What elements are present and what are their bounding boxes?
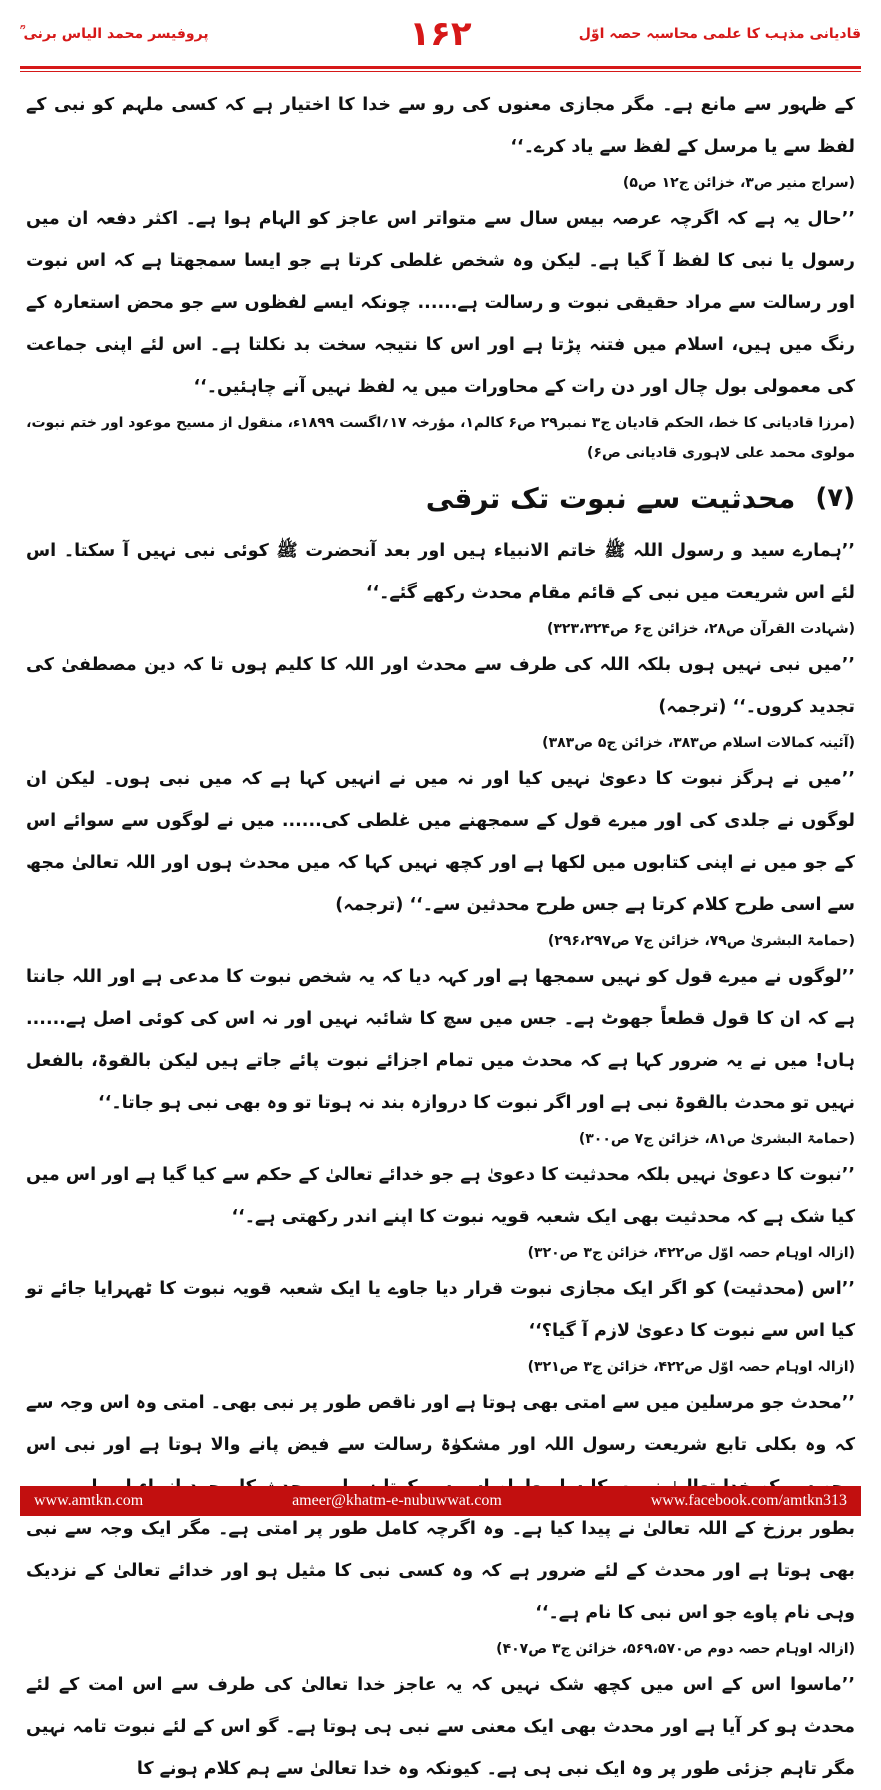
quote-paragraph: ’’لوگوں نے میرے قول کو نہیں سمجھا ہے اور کہہ دیا کہ یہ شخص نبوت کا مدعی ہے اور اللہ جانتا ہے کہ ان کا قول قطعاً جھوٹ ہے۔ جس میں سچ کا شائبہ نہیں اور نہ اس کی کوئی اصل ہے...... ہاں! میں نے یہ ضرور کہا ہے کہ محدث میں تمام اجزائے نبوت پائے جاتے ہیں لیکن بالقوۃ، بالفعل نہیں تو محدث بالقوۃ نبی ہے اور اگر نبوت کا دروازہ بند نہ ہوتا تو وہ بھی نبی ہو جاتا۔‘‘ [26,967,855,1113]
page-number: ۱۶۲ [409,14,472,54]
citation: (شہادت القرآن ص۲۸، خزائن ج۶ ص۳۲۳،۳۲۴) [546,621,855,637]
footer-email-link[interactable]: ameer@khatm-e-nubuwwat.com [292,1492,502,1509]
section-heading [26,470,855,526]
citation: (حمامۃ البشریٰ ص۷۹، خزائن ج۷ ص۲۹۶،۲۹۷) [547,933,855,949]
citation: (آئینہ کمالات اسلام ص۳۸۳، خزائن ج۵ ص۳۸۳) [542,735,855,751]
section-title: محدثیت سے نبوت تک ترقی [425,481,796,515]
header-rule [20,66,861,72]
citation: (مرزا قادیانی کا خط، الحکم قادیان ج۳ نمبر۲۹ ص۶ کالم۱، مؤرخہ ۱۷؍اگست ۱۸۹۹ء، منقول از مسیح موعود اور ختم نبوت، مولوی محمد علی لاہوری قادیانی ص۶) [26,415,855,461]
citation: (حمامۃ البشریٰ ص۸۱، خزائن ج۷ ص۳۰۰) [578,1131,855,1147]
author-name: پروفیسر محمد الیاس برنی ؒ [20,26,209,42]
quote-paragraph: ’’میں نبی نہیں ہوں بلکہ اللہ کی طرف سے محدث اور اللہ کا کلیم ہوں تا کہ دین مصطفیٰ کی تجدید کروں۔‘‘ (ترجمہ) [26,655,855,717]
footer-website-link[interactable]: www.amtkn.com [34,1492,144,1509]
footer-facebook-link[interactable]: www.facebook.com/amtkn313 [650,1492,847,1509]
citation: (ازالہ اوہام حصہ دوم ص۵۶۹،۵۷۰، خزائن ج۳ ص۴۰۷) [496,1641,855,1657]
quote-paragraph: ’’اس (محدثیت) کو اگر ایک مجازی نبوت قرار دیا جاوے یا ایک شعبہ قویہ نبوت کا ٹھہرایا جائے تو کیا اس سے نبوت کا دعویٰ لازم آ گیا؟‘‘ [26,1279,855,1341]
quote-paragraph: ’’محدث جو مرسلین میں سے امتی بھی ہوتا ہے اور ناقص طور پر نبی بھی۔ امتی وہ اس وجہ سے کہ وہ بکلی تابع شریعت رسول اللہ اور مشکوٰۃ رسالت سے فیض پانے والا ہوتا ہے اور نبی اس بطور برزخ کے اللہ تعالیٰ نے پیدا کیا ہے۔ وہ اگرچہ کامل طور پر امتی ہے۔ مگر ایک وجہ سے نبی بھی ہوتا ہے اور محدث کے لئے ضرور ہے کہ وہ کسی نبی کا مثیل ہو اور خدائے تعالیٰ کے نزدیک وہی نام پاوے جو اس نبی کا نام ہے۔‘‘ [26,1393,855,1623]
quote-paragraph: ’’ماسوا اس کے اس میں کچھ شک نہیں کہ یہ عاجز خدا تعالیٰ کی طرف سے اس امت کے لئے محدث ہو کر آیا ہے اور محدث بھی ایک معنی سے نبی ہی ہوتا ہے۔ گو اس کے لئے نبوت تامہ نہیں مگر تاہم جزئی طور پر وہ ایک نبی ہی ہے۔ کیونکہ وہ خدا تعالیٰ سے ہم کلام ہونے کا [26,1675,855,1779]
quote-paragraph: ’’ہمارے سید و رسول اللہ ﷺ خاتم الانبیاء ہیں اور بعد آنحضرت ﷺ کوئی نبی نہیں آ سکتا۔ اس لئے اس شریعت میں نبی کے قائم مقام محدث رکھے گئے۔‘‘ [26,541,855,603]
quote-paragraph: ’’حال یہ ہے کہ اگرچہ عرصہ بیس سال سے متواتر اس عاجز کو الہام ہوا ہے۔ اکثر دفعہ ان میں رسول یا نبی کا لفظ آ گیا ہے۔ لیکن وہ شخص غلطی کرتا ہے جو ایسا سمجھتا ہے کہ اس نبوت اور رسالت سے مراد حقیقی نبوت و رسالت ہے...... چونکہ ایسے لفظوں سے جو محض استعارہ کے رنگ میں ہیں، اسلام میں فتنہ پڑتا ہے اور اس کا نتیجہ سخت بد نکلتا ہے۔ اس لئے اپنی جماعت کی معمولی بول چال اور دن رات کے محاورات میں یہ لفظ نہیں آنے چاہئیں۔‘‘ [26,209,855,397]
book-title: قادیانی مذہب کا علمی محاسبہ حصہ اوّل [578,26,861,42]
citation: (ازالہ اوہام حصہ اوّل ص۴۲۲، خزائن ج۳ ص۳۲۰) [527,1245,855,1261]
section-number: (۷) [815,483,855,513]
quote-paragraph: ’’نبوت کا دعویٰ نہیں بلکہ محدثیت کا دعویٰ ہے جو خدائے تعالیٰ کے حکم سے کیا گیا ہے اور اس میں کیا شک ہے کہ محدثیت بھی ایک شعبہ قویہ نبوت کا اپنے اندر رکھتی ہے۔‘‘ [26,1165,855,1227]
page-header [20,14,861,74]
quote-paragraph: ’’میں نے ہرگز نبوت کا دعویٰ نہیں کیا اور نہ میں نے انہیں کہا ہے کہ میں نبی ہوں۔ لیکن ان لوگوں نے جلدی کی اور میرے قول کے سمجھنے میں غلطی کی...... میں نے لوگوں سے سوائے اس کے جو میں نے اپنی کتابوں میں لکھا ہے اور کچھ نہیں کہا کہ میں محدث ہوں اور اللہ تعالیٰ مجھ سے اسی طرح کلام کرتا ہے جس طرح محدثین سے۔‘‘ (ترجمہ) [26,769,855,915]
citation: (سراج منیر ص۳، خزائن ج۱۲ ص۵) [622,175,855,191]
citation: (ازالہ اوہام حصہ اوّل ص۴۲۲، خزائن ج۳ ص۳۲۱) [527,1359,855,1375]
quote-paragraph: کے ظہور سے مانع ہے۔ مگر مجازی معنوں کی رو سے خدا کا اختیار ہے کہ کسی ملہم کو نبی کے لفظ سے یا مرسل کے لفظ سے یاد کرے۔‘‘ [26,95,855,157]
page-footer [20,1486,861,1516]
